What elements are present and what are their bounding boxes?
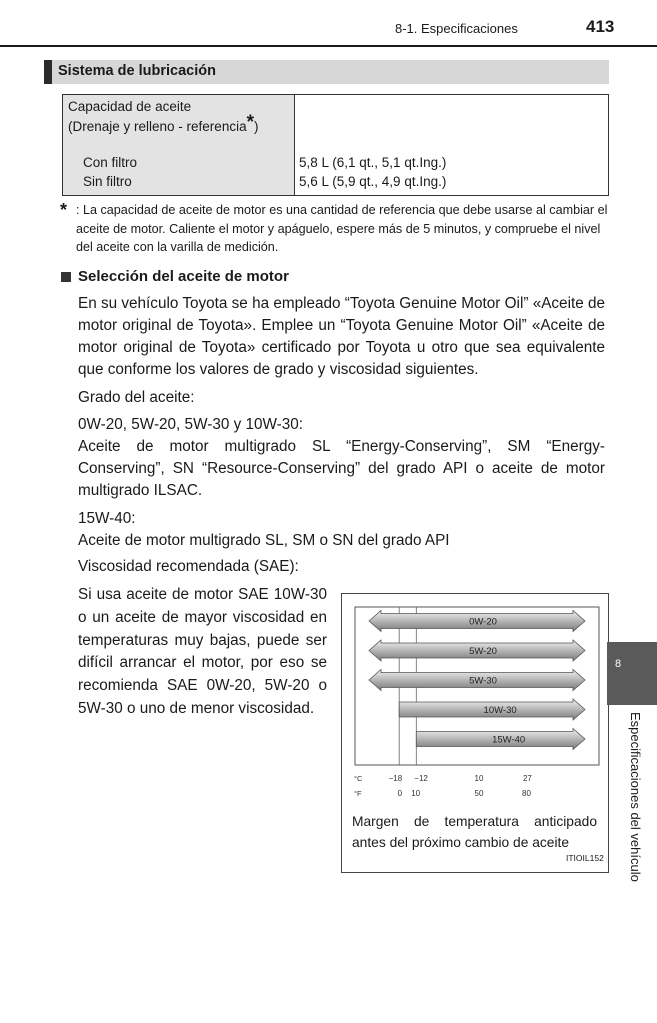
capacity-label: Capacidad de aceite bbox=[68, 99, 192, 114]
bullet-square-icon bbox=[61, 272, 71, 282]
grade1-text: Aceite de motor multigrado SL “Energy-Conserving”, SM “Energy-Conserving”, SN “Resource-Conserving” del grado API o aceite de motor multigrado ILSAC. bbox=[78, 438, 605, 499]
row-label-sin-filtro: Sin filtro bbox=[83, 174, 132, 189]
grade2-title: 15W-40: bbox=[78, 510, 136, 527]
fahrenheit-tick-label: 50 bbox=[474, 789, 484, 798]
bar-label-5w-30: 5W-30 bbox=[469, 675, 497, 687]
grade-heading: Grado del aceite: bbox=[78, 389, 195, 406]
image-code: ITIOIL152 bbox=[566, 853, 604, 863]
header-divider bbox=[0, 45, 657, 47]
chapter-tab[interactable] bbox=[607, 642, 657, 705]
chapter-label: Especificaciones del vehículo bbox=[628, 712, 643, 882]
chapter-number: 8 bbox=[614, 658, 622, 670]
intro-paragraph: En su vehículo Toyota se ha empleado “Toyota Genuine Motor Oil” «Aceite de motor original de Toyota». Emplee un “Toyota Genuine Motor Oil” «Aceite de motor original de Toyota» certificado por Toyota u otro que sea equivalente que conforme los valores de grado y viscosidad siguientes. bbox=[78, 295, 605, 378]
grade2-text: Aceite de motor multigrado SL, SM o SN del grado API bbox=[78, 532, 450, 549]
bar-label-0w-20: 0W-20 bbox=[469, 616, 497, 628]
footnote bbox=[60, 201, 610, 257]
celsius-tick-label: 10 bbox=[474, 774, 484, 783]
bar-label-10w-30: 10W-30 bbox=[483, 705, 517, 716]
subsection-title: Selección del aceite de motor bbox=[78, 268, 289, 285]
celsius-tick-label: −12 bbox=[414, 774, 428, 783]
celsius-tick-label: −18 bbox=[388, 774, 403, 783]
header-section-title: 8-1. Especificaciones bbox=[395, 21, 518, 36]
reference-star: * bbox=[246, 112, 254, 133]
section-bar-marker bbox=[44, 60, 52, 84]
capacity-reference-label: (Drenaje y relleno - referencia*) bbox=[68, 112, 259, 134]
grade1-title: 0W-20, 5W-20, 5W-30 y 10W-30: bbox=[78, 416, 304, 433]
footnote-text: : La capacidad de aceite de motor es una cantidad de referencia que debe usarse al cambiar el aceite de motor. Caliente el motor y apáguelo, espere más de 5 minutos, y compruebe el nivel del aceite con la varilla de medición. bbox=[76, 203, 608, 254]
axis-unit-fahrenheit: °F bbox=[354, 789, 362, 798]
oil-capacity-table bbox=[62, 94, 609, 196]
table-label-cell bbox=[63, 95, 295, 195]
fahrenheit-tick-label: 0 bbox=[397, 789, 403, 798]
bar-label-15w-40: 15W-40 bbox=[492, 734, 526, 746]
section-title: Sistema de lubricación bbox=[58, 63, 216, 79]
viscosity-text: Si usa aceite de motor SAE 10W-30 o un aceite de mayor viscosidad en temperaturas muy bajas, puede ser difícil arrancar el motor, por eso se recomienda SAE 0W-20, 5W-20 o 5W-30 o uno de menor viscosidad. bbox=[78, 586, 327, 717]
row-label-con-filtro: Con filtro bbox=[83, 155, 138, 170]
chart-caption: Margen de temperatura anticipado antes del próximo cambio de aceite bbox=[352, 814, 597, 850]
viscosity-chart bbox=[355, 607, 599, 803]
page-number: 413 bbox=[586, 17, 615, 36]
footnote-marker: * bbox=[60, 200, 68, 220]
fahrenheit-tick-label: 80 bbox=[522, 789, 531, 798]
viscosity-heading: Viscosidad recomendada (SAE): bbox=[78, 558, 299, 575]
celsius-tick-label: 27 bbox=[522, 774, 532, 783]
bar-label-5w-20: 5W-20 bbox=[469, 646, 497, 657]
fahrenheit-tick-label: 10 bbox=[411, 789, 421, 798]
row-value-con-filtro: 5,8 L (6,1 qt., 5,1 qt.Ing.) bbox=[299, 155, 447, 170]
row-value-sin-filtro: 5,6 L (5,9 qt., 4,9 qt.Ing.) bbox=[299, 174, 447, 189]
section-heading-bar bbox=[44, 60, 609, 84]
axis-unit-celsius: °C bbox=[354, 774, 363, 783]
